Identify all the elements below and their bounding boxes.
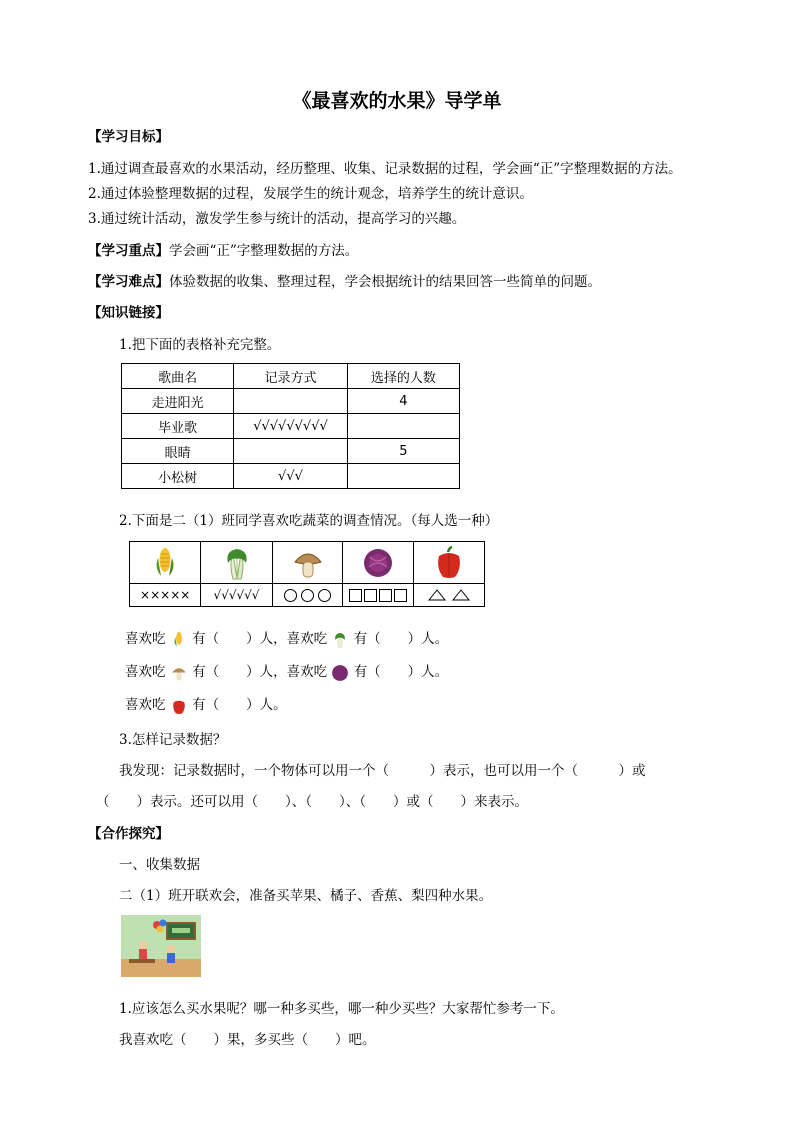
cabbage-marks: √√√√√√ xyxy=(201,584,272,607)
table-row xyxy=(122,389,460,414)
red-cabbage-icon xyxy=(331,664,349,682)
table-row xyxy=(122,414,460,439)
table-header-cell: 选择的人数 xyxy=(347,364,459,389)
square-mark xyxy=(394,589,407,602)
table-cell: √√√√√√√√√ xyxy=(234,414,347,439)
knowledge-q3: 3.怎样记录数据？ xyxy=(119,732,227,748)
goal-item-1: 1.通过调查最喜欢的水果活动，经历整理、收集、记录数据的过程，学会画“正”字整理数据的方法。 xyxy=(88,161,682,177)
table-cell: 4 xyxy=(347,389,459,414)
table-cell: 走进阳光 xyxy=(122,389,234,414)
fill-line-2 xyxy=(125,660,448,682)
cabbage-cell xyxy=(201,542,272,584)
goal-item-2: 2.通过体验整理数据的过程，发展学生的统计观念，培养学生的统计意识。 xyxy=(88,186,533,202)
table-header-cell: 歌曲名 xyxy=(122,364,234,389)
pepper-icon xyxy=(170,697,188,715)
cabbage-icon xyxy=(331,631,349,649)
mushroom-marks xyxy=(272,584,343,607)
fill-text: 有（ ）人。 xyxy=(353,631,449,647)
difficulty-label: 【学习难点】 xyxy=(88,274,169,290)
discover-line-2: （ ）表示。还可以用（ ）、（ ）、（ ）或（ ）来表示。 xyxy=(96,794,528,810)
fill-text: 喜欢吃 xyxy=(125,697,166,713)
song-table xyxy=(121,363,460,489)
vegetable-marks-row xyxy=(130,584,485,607)
knowledge-q2: 2.下面是二（1）班同学喜欢吃蔬菜的调查情况。（每人选一种） xyxy=(119,513,499,529)
circle-mark xyxy=(318,589,331,602)
table-cell[interactable] xyxy=(234,389,347,414)
vegetable-icon-row xyxy=(130,542,485,584)
mushroom-cell xyxy=(272,542,343,584)
corn-cell xyxy=(130,542,201,584)
fill-text: 喜欢吃 xyxy=(125,664,166,680)
explore-intro: 二（1）班开联欢会，准备买苹果、橘子、香蕉、梨四种水果。 xyxy=(119,888,493,904)
goals-heading: 【学习目标】 xyxy=(88,129,169,145)
triangle-mark xyxy=(451,588,471,602)
corn-icon xyxy=(170,631,188,649)
table-cell[interactable] xyxy=(347,414,459,439)
fill-line-3 xyxy=(125,693,287,715)
table-cell: 眼睛 xyxy=(122,439,234,464)
pepper-cell xyxy=(414,542,485,584)
pepper-marks xyxy=(414,584,485,607)
explore-section: 一、收集数据 xyxy=(119,857,200,873)
fill-text: 有（ ）人。 xyxy=(192,697,287,713)
fill-line-1 xyxy=(125,627,448,649)
circle-mark xyxy=(301,589,314,602)
classroom-illustration xyxy=(121,915,201,977)
table-cell: 小松树 xyxy=(122,464,234,489)
red-cabbage-marks xyxy=(343,584,414,607)
fill-text: 喜欢吃 xyxy=(125,631,166,647)
discover-line-1: 我发现：记录数据时，一个物体可以用一个（ ）表示，也可以用一个（ ）或 xyxy=(119,763,646,779)
table-row xyxy=(122,464,460,489)
mushroom-icon xyxy=(170,664,188,682)
triangle-mark xyxy=(427,588,447,602)
difficulty xyxy=(88,270,601,290)
square-mark xyxy=(364,589,377,602)
red-cabbage-cell xyxy=(343,542,414,584)
corn-icon xyxy=(152,546,178,580)
pepper-icon xyxy=(435,546,463,580)
page-title: 《最喜欢的水果》导学单 xyxy=(292,90,502,112)
table-cell: 5 xyxy=(347,439,459,464)
cabbage-icon xyxy=(223,545,251,581)
key-point-label: 【学习重点】 xyxy=(88,243,169,259)
mushroom-icon xyxy=(293,546,323,580)
knowledge-heading: 【知识链接】 xyxy=(88,305,169,321)
explore-answer: 我喜欢吃（ ）果，多买些（ ）吧。 xyxy=(119,1032,376,1048)
fill-text: 有（ ）人。 xyxy=(353,664,449,680)
key-point-text: 学会画“正”字整理数据的方法。 xyxy=(169,243,359,259)
red-cabbage-icon xyxy=(362,547,394,579)
corn-marks: ××××× xyxy=(130,584,201,607)
table-cell: √√√ xyxy=(234,464,347,489)
explore-heading: 【合作探究】 xyxy=(88,826,169,842)
difficulty-text: 体验数据的收集、整理过程，学会根据统计的结果回答一些简单的问题。 xyxy=(169,274,601,290)
circle-mark xyxy=(284,589,297,602)
table-header-cell: 记录方式 xyxy=(234,364,347,389)
knowledge-q1: 1.把下面的表格补充完整。 xyxy=(119,337,281,353)
explore-q1: 1.应该怎么买水果呢？哪一种多买些，哪一种少买些？大家帮忙参考一下。 xyxy=(119,1001,564,1017)
table-cell[interactable] xyxy=(234,439,347,464)
fill-text: 有（ ）人，喜欢吃 xyxy=(192,631,328,647)
vegetable-survey-table xyxy=(129,541,485,607)
table-cell[interactable] xyxy=(347,464,459,489)
goal-item-3: 3.通过统计活动，激发学生参与统计的活动，提高学习的兴趣。 xyxy=(88,211,466,227)
square-mark xyxy=(379,589,392,602)
fill-text: 有（ ）人，喜欢吃 xyxy=(192,664,328,680)
table-cell: 毕业歌 xyxy=(122,414,234,439)
square-mark xyxy=(349,589,362,602)
song-table-header xyxy=(122,364,460,389)
key-point xyxy=(88,239,358,259)
table-row xyxy=(122,439,460,464)
